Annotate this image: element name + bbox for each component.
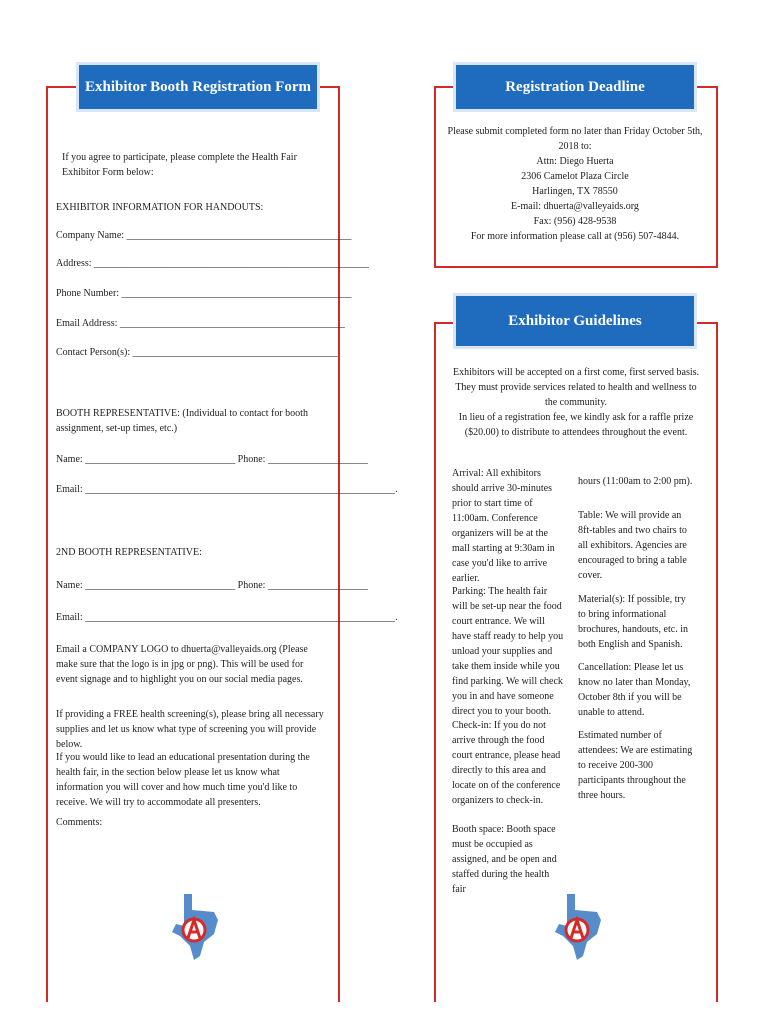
deadline-line: E-mail: dhuerta@valleyaids.org — [511, 201, 639, 212]
presentation-note: If you would like to lead an educational presentation during the health fair, in the section below please let us know what information you will cover and how much time you'd like to receive. We will try to accommodate all presenters. — [56, 752, 310, 808]
rep-name-phone-field[interactable]: Name: ______________________________ Phone: ____________________ — [56, 454, 368, 465]
rep-email-field[interactable]: Email: ______________________________________________________________. — [56, 484, 398, 495]
contact-person-field[interactable]: Contact Person(s): _________________________________________ — [56, 347, 338, 358]
registration-deadline-banner: Registration Deadline — [453, 62, 697, 112]
deadline-line: Please submit completed form no later than Friday October 5th, 2018 to: — [447, 126, 703, 152]
logo-note: Email a COMPANY LOGO to dhuerta@valleyaids.org (Please make sure that the logo is in jpg or png). This will be used for event signage and to highlight you on our social media pages. — [56, 644, 308, 685]
handouts-header: EXHIBITOR INFORMATION FOR HANDOUTS: — [56, 202, 264, 213]
table-text: Table: We will provide an 8ft-tables and two chairs to all exhibitors. Agencies are encouraged to bring a table cover. — [578, 510, 687, 581]
deadline-details — [440, 124, 710, 244]
comments-label: Comments: — [56, 817, 103, 828]
screening-note: If providing a FREE health screening(s), please bring all necessary supplies and let us know what type of screening you will provide below. — [56, 709, 324, 750]
attendees-text: Estimated number of attendees: We are estimating to receive 200-300 participants throughout the three hours. — [578, 730, 693, 801]
booth-representative-header: BOOTH REPRESENTATIVE: (Individual to contact for booth assignment, set-up times, etc.) — [56, 408, 308, 434]
deadline-line: Fax: (956) 428-9538 — [533, 216, 617, 227]
address-field[interactable]: Address: _______________________________________________________ — [56, 258, 370, 269]
arrival-text: Arrival: All exhibitors should arrive 30-minutes prior to start time of 11:00am. Conference organizers will be at the mall starting at 9:30am in case you'd like to arrive earlier. — [452, 468, 555, 584]
hours-text: hours (11:00am to 2:00 pm). — [578, 476, 693, 487]
guidelines-intro: Exhibitors will be accepted on a first come, first served basis. They must provide services related to health and wellness to the community. — [452, 367, 700, 408]
phone-number-field[interactable]: Phone Number: ______________________________________________ — [56, 288, 352, 299]
rep2-name-phone-field[interactable]: Name: ______________________________ Phone: ____________________ — [56, 580, 368, 591]
booth-space-text: Booth space: Booth space must be occupied as assigned, and be open and staffed during the health fair — [452, 824, 557, 895]
parking-text: Parking: The health fair will be set-up near the food court entrance. We will have staff ready to help you unload your supplies and take them inside while you find parking. We will check you in and have someone direct you to your booth. — [452, 586, 564, 717]
registration-form-banner: Exhibitor Booth Registration Form — [76, 62, 320, 112]
valley-aids-texas-logo-icon — [553, 890, 603, 965]
deadline-line: Attn: Diego Huerta — [536, 156, 614, 167]
raffle-note: In lieu of a registration fee, we kindly ask for a raffle prize ($20.00) to distribute to attendees throughout the event. — [458, 412, 694, 438]
rep2-email-field[interactable]: Email: ______________________________________________________________. — [56, 612, 398, 623]
deadline-line: For more information please call at (956) 507-4844. — [470, 231, 680, 242]
checkin-text: Check-in: If you do not arrive through the food court entrance, please head directly to this area and locate on of the conference organizers to check-in. — [452, 720, 561, 806]
deadline-line: Harlingen, TX 78550 — [532, 186, 618, 197]
exhibitor-guidelines-banner: Exhibitor Guidelines — [453, 293, 697, 349]
second-representative-header: 2ND BOOTH REPRESENTATIVE: — [56, 547, 202, 558]
email-address-field[interactable]: Email Address: _____________________________________________ — [56, 318, 345, 329]
materials-text: Material(s): If possible, try to bring informational brochures, handouts, etc. in both English and Spanish. — [578, 594, 688, 650]
cancellation-text: Cancellation: Please let us know no later than Monday, October 8th if you will be unable to attend. — [578, 662, 691, 718]
valley-aids-texas-logo-icon — [170, 890, 220, 965]
company-name-field[interactable]: Company Name: _____________________________________________ — [56, 230, 352, 241]
intro-text: If you agree to participate, please complete the Health Fair Exhibitor Form below: — [62, 152, 297, 178]
deadline-line: 2306 Camelot Plaza Circle — [521, 171, 629, 182]
left-panel-frame — [46, 86, 398, 1002]
